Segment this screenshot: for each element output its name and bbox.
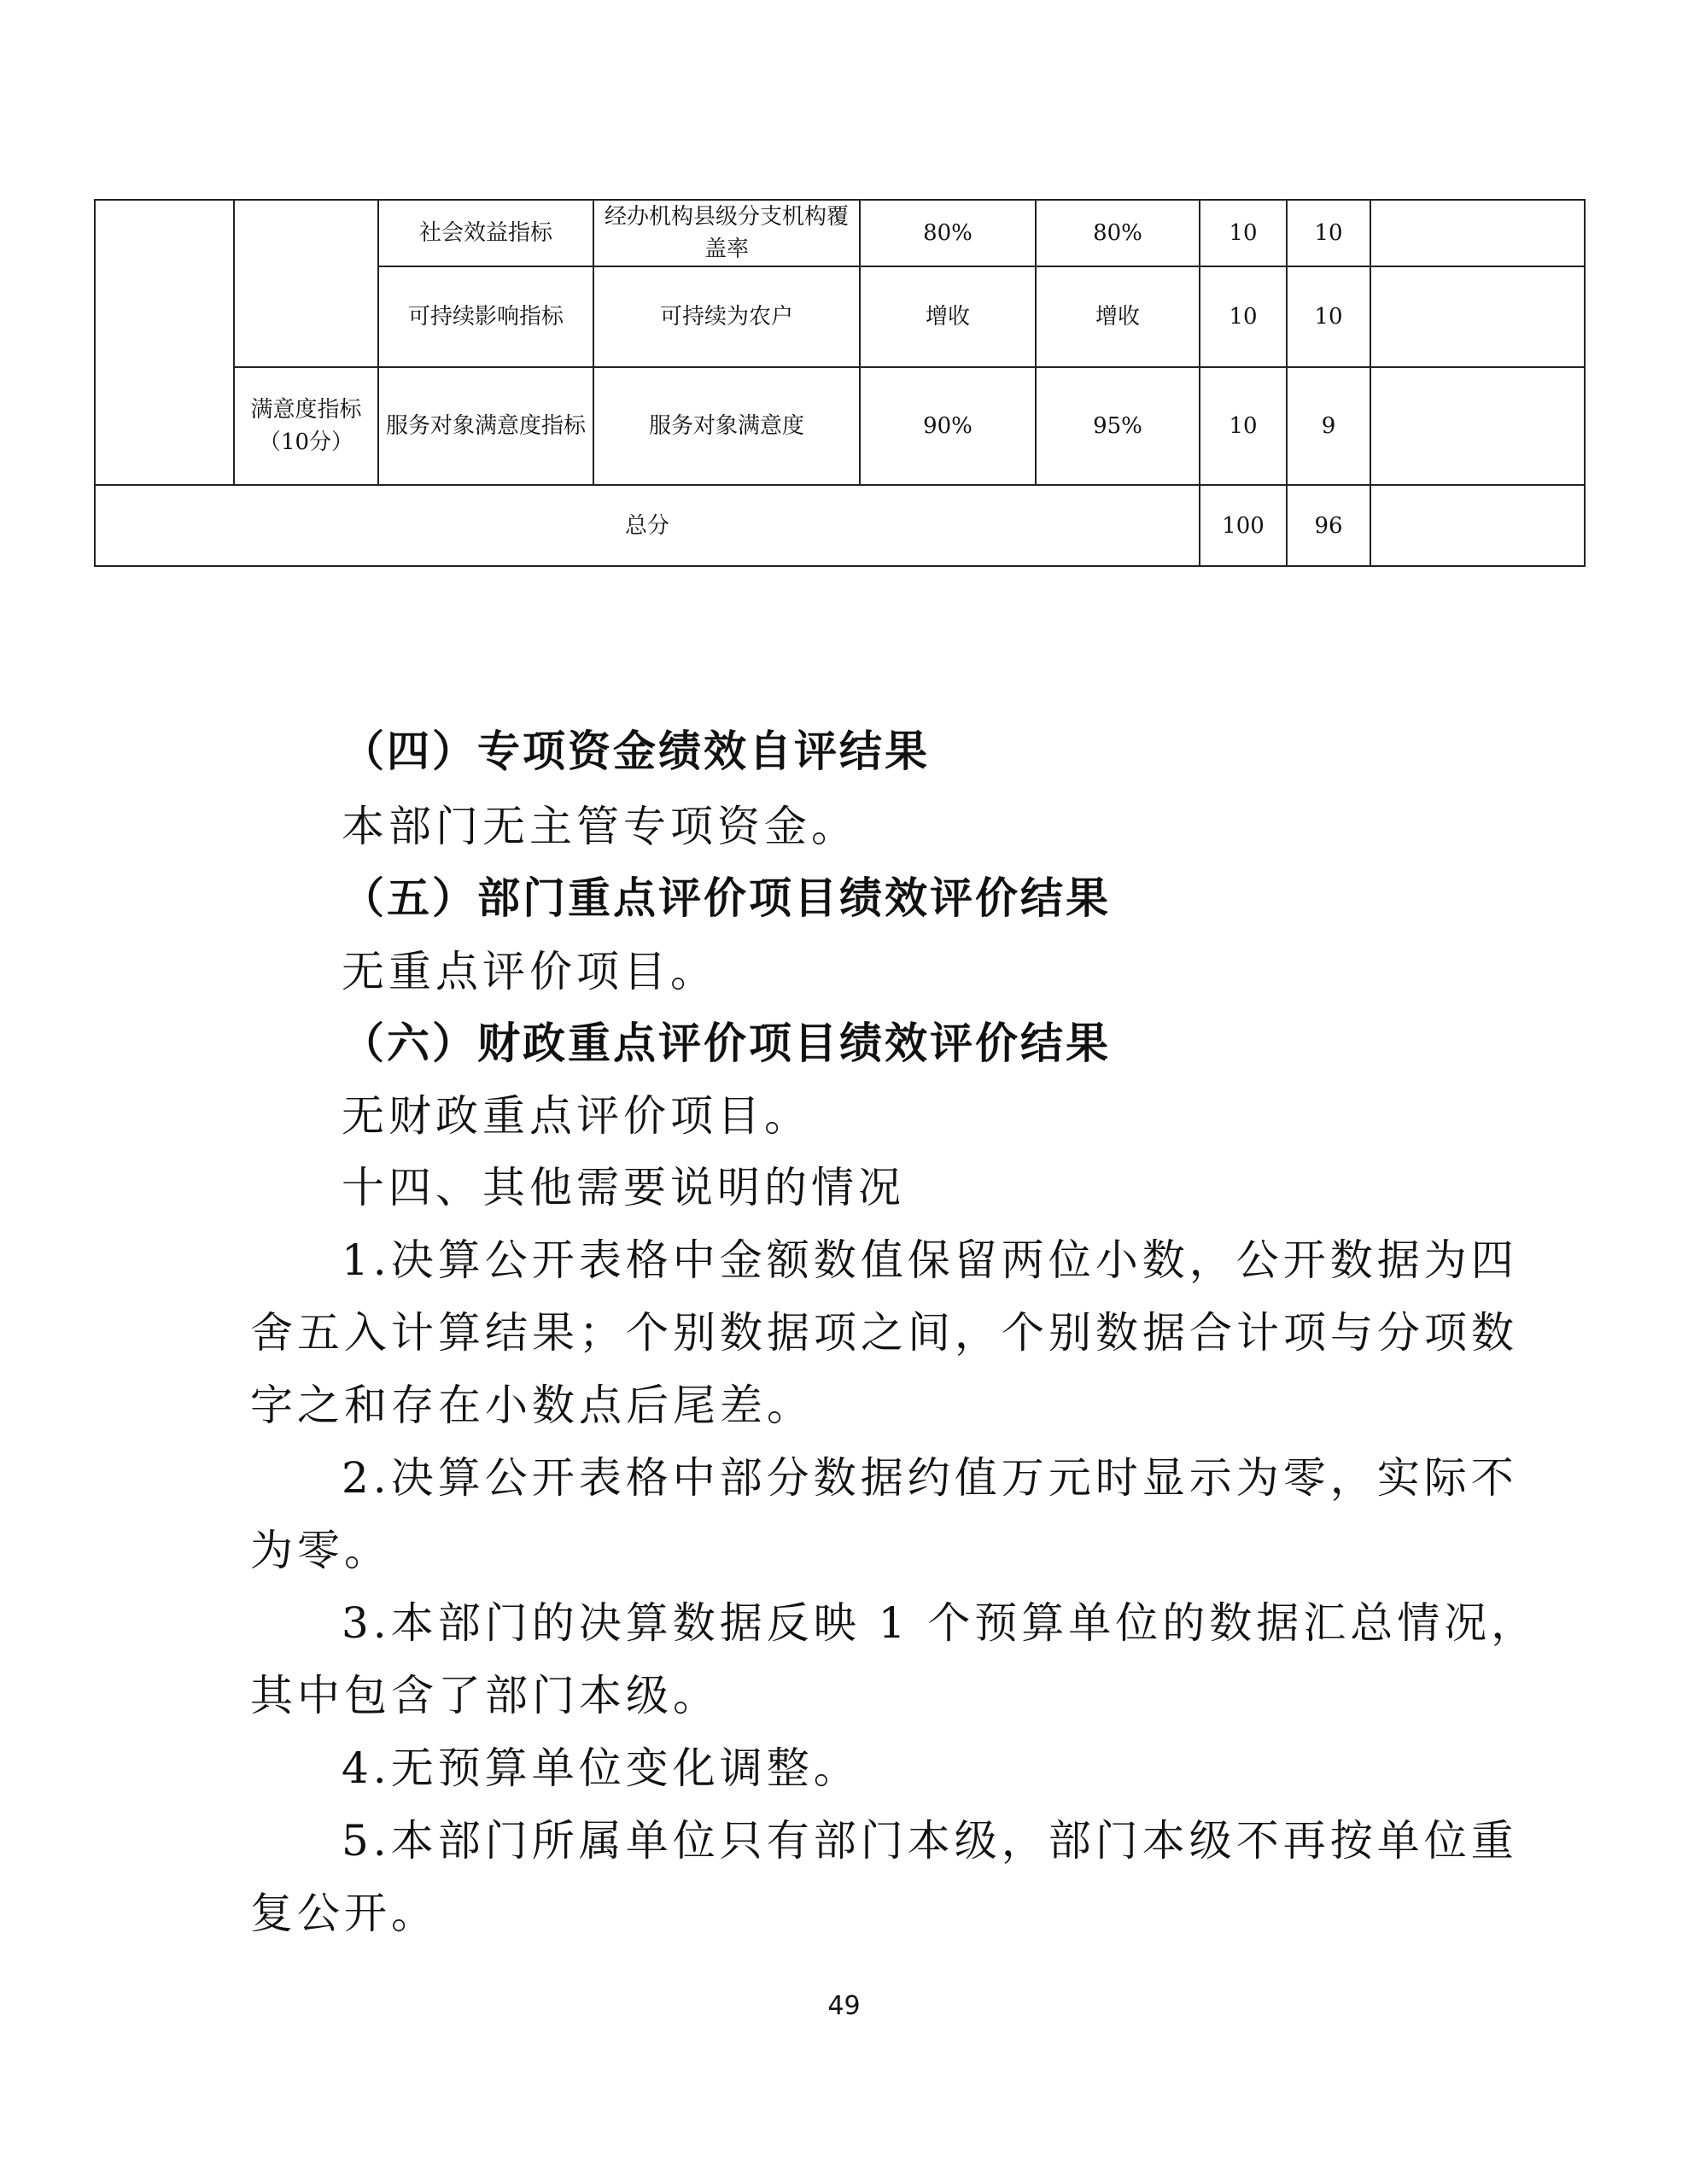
- actual-cell: 增收: [1036, 266, 1200, 367]
- page-number: 49: [827, 1991, 861, 2021]
- weight-cell: 10: [1200, 367, 1287, 485]
- note-line: 4.无预算单位变化调整。: [342, 1743, 861, 1793]
- actual-cell: 95%: [1036, 367, 1200, 485]
- section-paragraph: 无财政重点评价项目。: [342, 1091, 811, 1141]
- weight-cell: 10: [1200, 266, 1287, 367]
- target-cell: 增收: [860, 266, 1036, 367]
- category-cell: 满意度指标（10分）: [234, 367, 378, 485]
- note-line: 字之和存在小数点后尾差。: [250, 1381, 814, 1430]
- indicator-cell: 经办机构县级分支机构覆盖率: [593, 200, 860, 266]
- score-cell: 9: [1287, 367, 1370, 485]
- note-line: 3.本部门的决算数据反映 1 个预算单位的数据汇总情况，: [342, 1598, 1539, 1648]
- sub-category-cell: 社会效益指标: [378, 200, 593, 266]
- section-title: 十四、其他需要说明的情况: [342, 1163, 905, 1212]
- target-cell: 80%: [860, 200, 1036, 266]
- section-paragraph: 本部门无主管专项资金。: [342, 802, 858, 851]
- weight-cell: 10: [1200, 200, 1287, 266]
- total-score-cell: 96: [1287, 485, 1370, 566]
- target-cell: 90%: [860, 367, 1036, 485]
- score-cell: 10: [1287, 266, 1370, 367]
- note-line: 5.本部门所属单位只有部门本级，部门本级不再按单位重: [342, 1816, 1518, 1866]
- note-line: 2.决算公开表格中部分数据约值万元时显示为零，实际不: [342, 1453, 1518, 1503]
- section-paragraph: 无重点评价项目。: [342, 947, 717, 996]
- note-line: 舍五入计算结果；个别数据项之间，个别数据合计项与分项数: [250, 1308, 1518, 1358]
- sub-category-cell: 服务对象满意度指标: [378, 367, 593, 485]
- section-heading: （五）部门重点评价项目绩效评价结果: [342, 873, 1111, 923]
- total-label-cell: 总分: [95, 485, 1200, 566]
- score-cell: 10: [1287, 200, 1370, 266]
- note-line: 为零。: [250, 1526, 391, 1575]
- section-heading: （四）专项资金绩效自评结果: [342, 726, 930, 776]
- note-line: 复公开。: [250, 1889, 438, 1938]
- note-line: 1.决算公开表格中金额数值保留两位小数，公开数据为四: [342, 1235, 1518, 1285]
- sub-category-cell: 可持续影响指标: [378, 266, 593, 367]
- section-heading: （六）财政重点评价项目绩效评价结果: [342, 1018, 1111, 1068]
- total-weight-cell: 100: [1200, 485, 1287, 566]
- actual-cell: 80%: [1036, 200, 1200, 266]
- indicator-cell: 可持续为农户: [593, 266, 860, 367]
- note-line: 其中包含了部门本级。: [250, 1671, 720, 1720]
- indicator-cell: 服务对象满意度: [593, 367, 860, 485]
